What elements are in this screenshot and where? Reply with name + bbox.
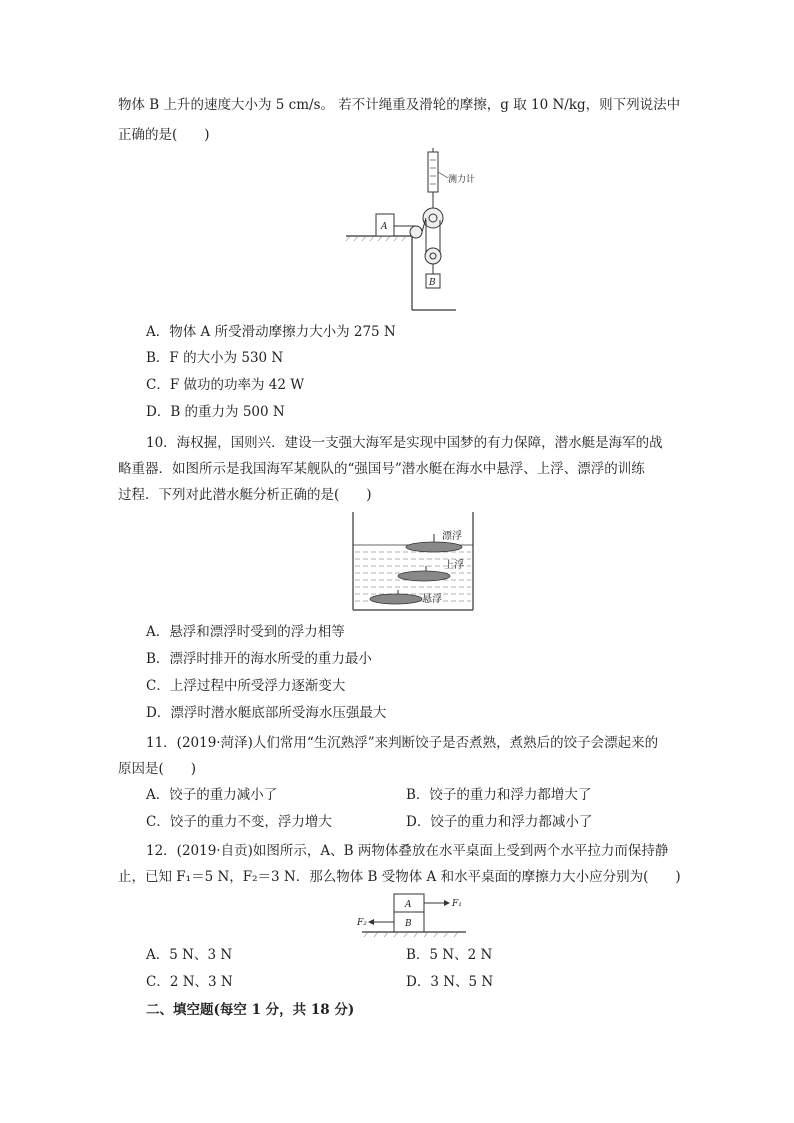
q10-line-2: 略重器．如图所示是我国海军某舰队的“强国号”潜水艇在海水中悬浮、上浮、漂浮的训练 [118,461,645,477]
q10-label-rise: 上浮 [444,560,464,571]
q10-option-c: C．上浮过程中所受浮力逐渐变大 [146,678,346,694]
q9-option-a: A．物体 A 所受滑动摩擦力大小为 275 N [146,324,396,340]
q11-option-d: D．饺子的重力和浮力都减小了 [406,814,593,830]
q9-label-a: A [381,222,388,232]
q12-label-b: B [405,919,412,929]
q10-line-1: 10．海权握，国则兴．建设一支强大海军是实现中国梦的有力保障，潜水艇是海军的战 [146,435,663,451]
q12-line-1: 12．(2019·自贡)如图所示，A、B 两物体叠放在水平桌面上受到两个水平拉力而保持静 [146,843,669,859]
q11-line-1: 11．(2019·菏泽)人们常用“生沉熟浮”来判断饺子是否煮熟，煮熟后的饺子会漂起来的 [146,735,659,751]
q10-option-d: D．漂浮时潜水艇底部所受海水压强最大 [146,705,387,721]
q9-meter-label: 测力计 [448,175,476,185]
q9-option-c: C．F 做功的功率为 42 W [146,377,305,393]
q9-option-d: D．B 的重力为 500 N [146,404,285,420]
section-2-title: 二、填空题(每空 1 分，共 18 分) [146,1002,355,1018]
q9-intro: 物体 B 上升的速度大小为 5 cm/s。 若不计绳重及滑轮的摩擦，g 取 10 N/kg，则下列说法中 [118,97,681,113]
q12-label-f2: F₂ [357,918,367,928]
q10-option-b: B．漂浮时排开的海水所受的重力最小 [146,651,372,667]
q10-option-a: A．悬浮和漂浮时受到的浮力相等 [146,624,345,640]
q12-option-c: C．2 N、3 N [146,974,233,990]
q12-option-a: A．5 N、3 N [146,947,233,963]
q10-submarine-figure [352,512,476,612]
q10-label-float: 漂浮 [442,531,462,542]
q12-blocks-figure [356,892,474,938]
q12-label-a: A [405,900,412,910]
q12-line-2: 止，已知 F₁＝5 N，F₂＝3 N．那么物体 B 受物体 A 和水平桌面的摩擦力大小应分别为( ) [118,869,681,885]
q9-option-b: B．F 的大小为 530 N [146,350,284,366]
q11-option-c: C．饺子的重力不变，浮力增大 [146,814,332,830]
q10-line-3: 过程．下列对此潜水艇分析正确的是( ) [118,487,372,503]
q10-label-suspend: 悬浮 [422,594,442,605]
q9-label-b: B [429,278,436,288]
q12-option-b: B．5 N、2 N [406,947,493,963]
q12-label-f1: F₁ [452,899,462,909]
q11-option-b: B．饺子的重力和浮力都增大了 [406,787,592,803]
q9-intro-2: 正确的是( ) [118,127,210,143]
q9-pulley-figure [340,148,480,316]
q12-option-d: D．3 N、5 N [406,974,494,990]
q11-line-2: 原因是( ) [118,761,197,777]
q11-option-a: A．饺子的重力减小了 [146,787,278,803]
